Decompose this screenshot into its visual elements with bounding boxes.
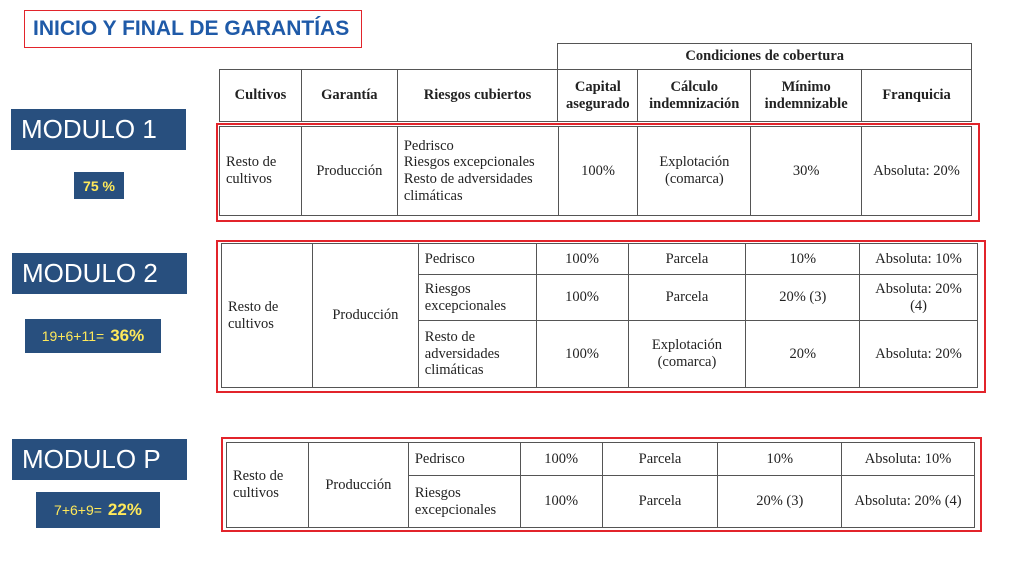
modulo-2-badge: 19+6+11= 36%	[25, 319, 161, 353]
minimo-cell: 20%	[746, 321, 860, 388]
modulo-p-label: MODULO P	[12, 439, 187, 480]
coverage-header-table	[219, 43, 972, 122]
capital-cell: 100%	[536, 321, 628, 388]
riesgo-cell: Riesgos excepcionales	[408, 476, 520, 528]
riesgo-cell: Pedrisco	[418, 244, 536, 275]
franquicia-cell: Absoluta: 20%	[860, 321, 978, 388]
franquicia-cell: Absoluta: 10%	[860, 244, 978, 275]
franquicia-cell: Absoluta: 20% (4)	[860, 275, 978, 321]
garantia-cell: Producción	[308, 443, 408, 528]
calculo-cell: Parcela	[602, 443, 718, 476]
cultivo-cell: Resto de cultivos	[220, 127, 302, 216]
header-cultivos: Cultivos	[220, 70, 302, 122]
modulo-p-table	[226, 442, 975, 528]
riesgo-cell: Pedrisco	[408, 443, 520, 476]
garantia-cell: Producción	[312, 244, 418, 388]
capital-cell: 100%	[536, 244, 628, 275]
minimo-cell: 20% (3)	[718, 476, 842, 528]
modulo-2-label: MODULO 2	[12, 253, 187, 294]
coverage-conditions-header: Condiciones de cobertura	[558, 44, 972, 70]
calculo-cell: Parcela	[602, 476, 718, 528]
calculo-cell: Explotación (comarca)	[638, 127, 751, 216]
modulo-1-label: MODULO 1	[11, 109, 186, 150]
header-minimo: Mínimo indemnizable	[751, 70, 862, 122]
modulo-1-table	[219, 126, 972, 216]
header-calculo: Cálculo indemnización	[638, 70, 751, 122]
modulo-2-table	[221, 243, 978, 388]
riesgos-cell: Pedrisco Riesgos excepcionales Resto de adversidades climáticas	[397, 127, 558, 216]
table-row	[222, 244, 978, 275]
cultivo-cell: Resto de cultivos	[227, 443, 309, 528]
franquicia-cell: Absoluta: 20%	[862, 127, 972, 216]
modulo-1-badge: 75 %	[74, 172, 124, 199]
header-capital: Capital asegurado	[558, 70, 638, 122]
cultivo-cell: Resto de cultivos	[222, 244, 313, 388]
header-garantia: Garantía	[301, 70, 397, 122]
riesgo-cell: Resto de adversidades climáticas	[418, 321, 536, 388]
modulo-p-badge: 7+6+9= 22%	[36, 492, 160, 528]
garantia-cell: Producción	[301, 127, 397, 216]
capital-cell: 100%	[520, 443, 602, 476]
capital-cell: 100%	[520, 476, 602, 528]
modulo-1-row	[220, 127, 972, 216]
capital-cell: 100%	[536, 275, 628, 321]
table-row	[227, 443, 975, 476]
minimo-cell: 10%	[718, 443, 842, 476]
page-title: INICIO Y FINAL DE GARANTÍAS	[24, 10, 362, 48]
minimo-cell: 30%	[751, 127, 862, 216]
franquicia-cell: Absoluta: 20% (4)	[842, 476, 975, 528]
calculo-cell: Parcela	[628, 275, 746, 321]
header-franquicia: Franquicia	[862, 70, 972, 122]
calculo-cell: Explotación (comarca)	[628, 321, 746, 388]
calculo-cell: Parcela	[628, 244, 746, 275]
franquicia-cell: Absoluta: 10%	[842, 443, 975, 476]
riesgo-cell: Riesgos excepcionales	[418, 275, 536, 321]
minimo-cell: 20% (3)	[746, 275, 860, 321]
minimo-cell: 10%	[746, 244, 860, 275]
header-riesgos: Riesgos cubiertos	[397, 70, 558, 122]
capital-cell: 100%	[558, 127, 638, 216]
